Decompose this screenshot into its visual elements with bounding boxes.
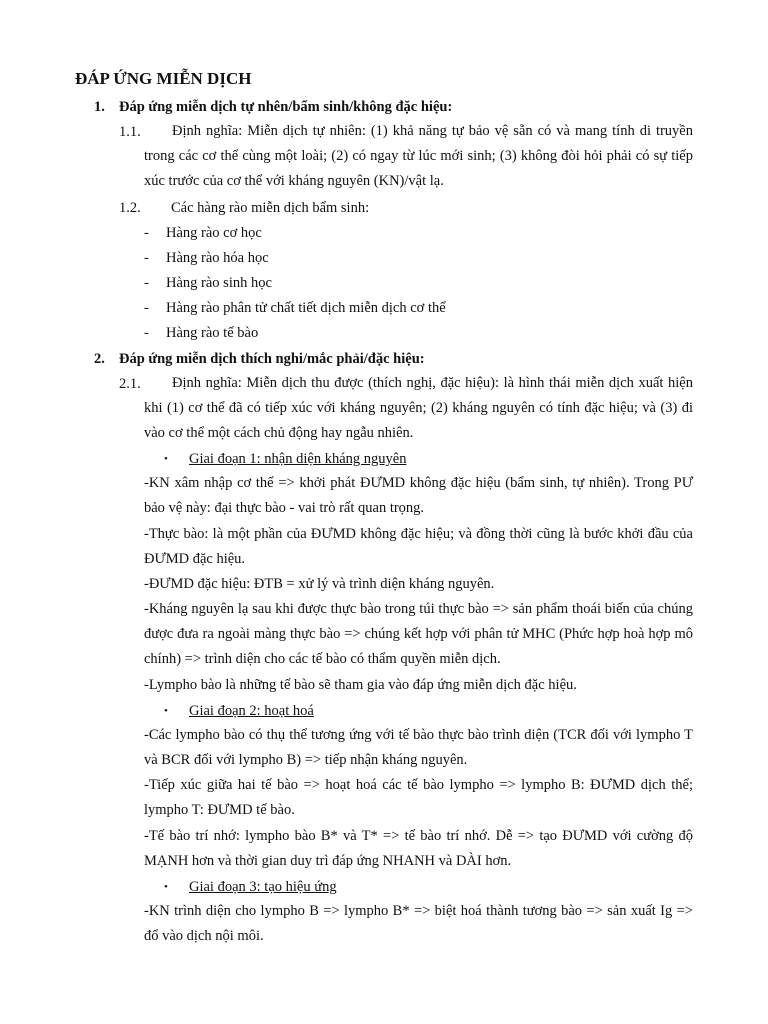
stage-1-heading: Giai đoạn 1: nhận diện kháng nguyên — [189, 451, 407, 467]
section-2-heading: Đáp ứng miễn dịch thích nghi/mắc phải/đặc hiệu: — [119, 351, 425, 367]
subsection-1-2-text: Các hàng rào miễn dịch bẩm sinh: — [171, 200, 370, 216]
list-item: Hàng rào cơ học — [166, 225, 262, 241]
dash-marker: - — [144, 225, 149, 241]
paragraph: -Tiếp xúc giữa hai tế bào => hoạt hoá các tế bào lympho => lympho B: ĐƯMD dịch thể; lympho T: ĐƯMD tế bào. — [144, 777, 693, 819]
bullet-marker: • — [164, 453, 168, 465]
paragraph: -Thực bào: là một phần của ĐƯMD không đặc hiệu; và đồng thời cũng là bước khởi đầu của ĐƯMD đặc hiệu. — [144, 526, 693, 568]
stage-2-heading: Giai đoạn 2: hoạt hoá — [189, 703, 314, 719]
section-1-heading: Đáp ứng miễn dịch tự nhên/bẩm sinh/không đặc hiệu: — [119, 99, 453, 115]
dash-marker: - — [144, 325, 149, 341]
list-item: Hàng rào tế bào — [166, 325, 259, 341]
list-item: Hàng rào sinh học — [166, 275, 272, 291]
list-item: Hàng rào hóa học — [166, 250, 269, 266]
subsection-1-2-number: 1.2. — [119, 200, 141, 216]
list-item: Hàng rào phân tử chất tiết dịch miễn dịch cơ thể — [166, 300, 446, 316]
subsection-1-1-text: Định nghĩa: Miễn dịch tự nhiên: (1) khả năng tự bảo vệ sẵn có và mang tính di truyền trong các cơ thể cùng một loài; (2) có ngay từ lúc mới sinh; (3) không đòi hỏi phải có sự tiếp xúc trước của cơ thể với kháng nguyên (KN)/vật lạ. — [144, 123, 693, 190]
paragraph: -KN xâm nhập cơ thể => khởi phát ĐƯMD không đặc hiệu (bẩm sinh, tự nhiên). Trong PƯ bảo vệ này: đại thực bào - vai trò rất quan trọng. — [144, 475, 693, 517]
bullet-marker: • — [164, 881, 168, 893]
paragraph: -Kháng nguyên lạ sau khi được thực bào trong túi thực bào => sản phẩm thoái biến của chúng được đưa ra ngoài màng thực bào => chúng kết hợp với phân tử MHC (Phức hợp hoà hợp mô chính) => trình diện cho các tế bào có thẩm quyền miễn dịch. — [144, 601, 693, 668]
subsection-1-1-number: 1.1. — [119, 124, 141, 140]
paragraph: -Các lympho bào có thụ thể tương ứng với tế bào thực bào trình diện (TCR đối với lympho T và BCR đối với lympho B) => tiếp nhận kháng nguyên. — [144, 727, 693, 769]
dash-marker: - — [144, 275, 149, 291]
stage-3-heading: Giai đoạn 3: tạo hiệu ứng — [189, 879, 337, 895]
paragraph: -Tế bào trí nhớ: lympho bào B* và T* => tế bào trí nhớ. Dễ => tạo ĐƯMD với cường độ MẠNH hơn và thời gian duy trì đáp ứng NHANH và DÀI hơn. — [144, 828, 693, 870]
document-title: ĐÁP ỨNG MIỄN DỊCH — [75, 69, 252, 88]
section-1-number: 1. — [94, 99, 105, 115]
subsection-2-1-text: Định nghĩa: Miễn dịch thu được (thích nghị, đặc hiệu): là hình thái miễn dịch xuất hiện khi (1) cơ thể đã có tiếp xúc với kháng nguyên; (2) kháng nguyên có tính đặc hiệu; và (3) đi vào cơ thể một cách chủ động hay ngẫu nhiên. — [144, 375, 693, 442]
dash-marker: - — [144, 250, 149, 266]
paragraph: -KN trình diện cho lympho B => lympho B* => biệt hoá thành tương bào => sản xuất Ig => đổ vào dịch nội môi. — [144, 903, 693, 945]
paragraph: -ĐƯMD đặc hiệu: ĐTB = xử lý và trình diện kháng nguyên. — [144, 576, 495, 592]
bullet-marker: • — [164, 705, 168, 717]
dash-marker: - — [144, 300, 149, 316]
section-2-number: 2. — [94, 351, 105, 367]
paragraph: -Lympho bào là những tế bào sẽ tham gia vào đáp ứng miễn dịch đặc hiệu. — [144, 677, 577, 693]
subsection-2-1-number: 2.1. — [119, 376, 141, 392]
